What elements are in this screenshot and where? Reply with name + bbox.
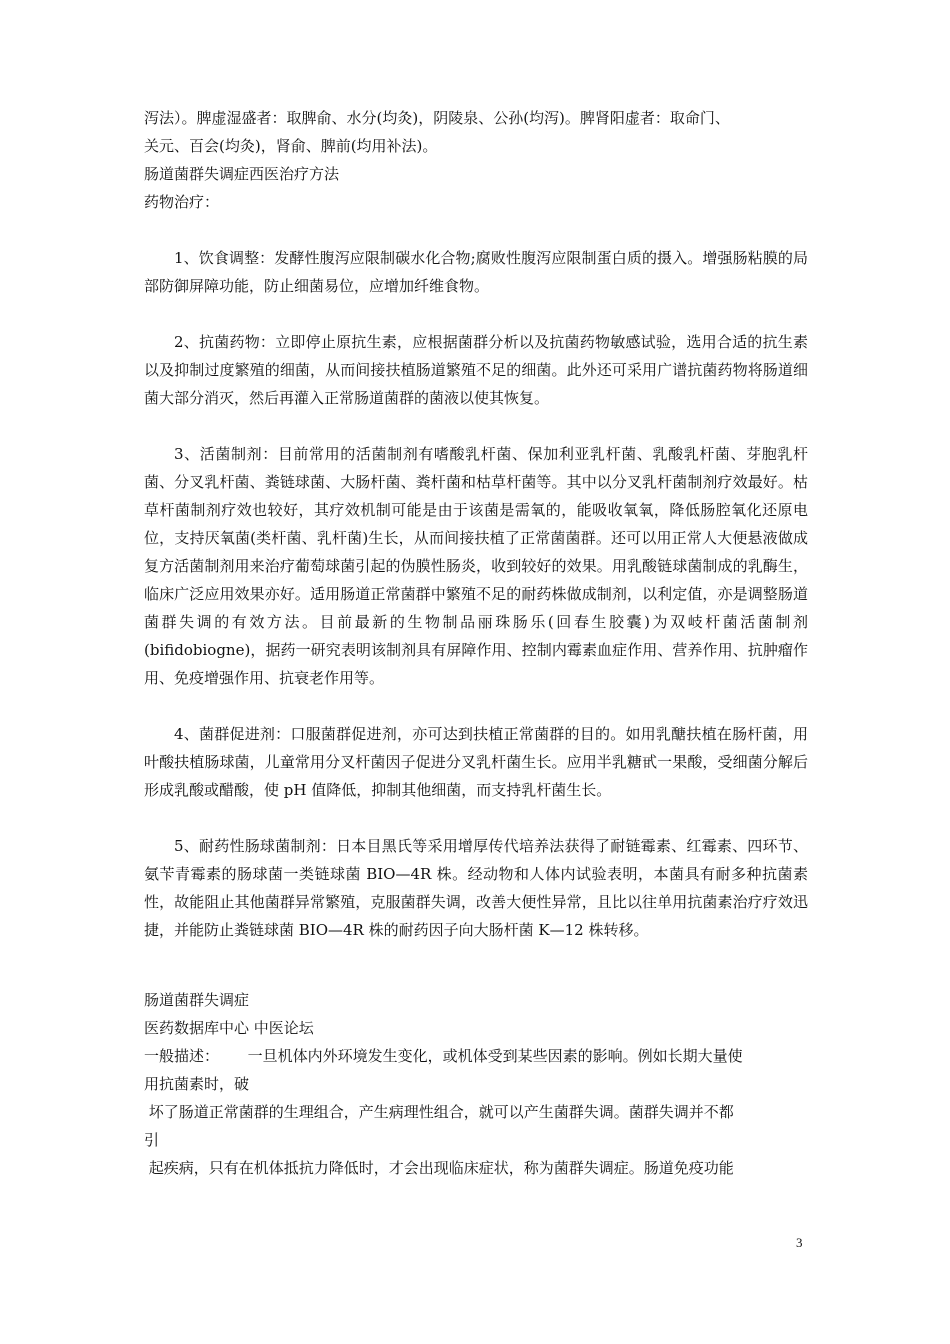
description-line: 起疾病，只有在机体抵抗力降低时，才会出现临床症状，称为菌群失调症。肠道免疫功能 xyxy=(144,1159,734,1177)
page-number: 3 xyxy=(796,1235,803,1250)
treatment-item-3: 3、活菌制剂：目前常用的活菌制剂有嗜酸乳杆菌、保加利亚乳杆菌、乳酸乳杆菌、芽胞乳杆菌、分叉乳杆菌、粪链球菌、大肠杆菌、粪杆菌和枯草杆菌等。其中以分叉乳杆菌制剂疗效最好。枯草杆菌制剂疗效也较好，其疗效机制可能是由于该菌是需氧的，能吸收氧氧，降低肠腔氧化还原电位，支持厌氧菌(类杆菌、乳杆菌)生长，从而间接扶植了正常菌菌群。还可以用正常人大便悬液做成复方活菌制剂用来治疗葡萄球菌引起的伪膜性肠炎，收到较好的效果。用乳酸链球菌制成的乳酶生，临床广泛应用效果亦好。适用肠道正常菌群中繁殖不足的耐药株做成制剂，以利定值，亦是调整肠道菌群失调的有效方法。目前最新的生物制品丽珠肠乐(回春生胶囊)为双岐杆菌活菌制剂(bifidobiogne)，据药一研究表明该制剂具有屏障作用、控制内霉素血症作用、营养作用、抗肿瘤作用、免疫增强作用、抗衰老作用等。 xyxy=(144,445,808,687)
description-line: 用抗菌素时，破 xyxy=(144,1075,250,1093)
section-subheading: 药物治疗： xyxy=(144,193,220,211)
description-line: 一般描述： 一旦机体内外环境发生变化，或机体受到某些因素的影响。例如长期大量使 xyxy=(144,1047,743,1065)
description-line: 引 xyxy=(144,1131,160,1149)
treatment-item-2: 2、抗菌药物：立即停止原抗生素，应根据菌群分析以及抗菌药物敏感试验，选用合适的抗生素以及抑制过度繁殖的细菌，从而间接扶植肠道繁殖不足的细菌。此外还可采用广谱抗菌药物将肠道细菌大部分消灭，然后再灌入正常肠道菌群的菌液以使其恢复。 xyxy=(144,333,808,407)
description-line: 坏了肠道正常菌群的生理组合，产生病理性组合，就可以产生菌群失调。菌群失调并不都 xyxy=(144,1103,734,1121)
article-source: 医药数据库中心 中医论坛 xyxy=(144,1019,314,1037)
section-heading: 肠道菌群失调症西医治疗方法 xyxy=(144,165,340,183)
intro-line-2: 关元、百会(均灸)，肾俞、脾前(均用补法)。 xyxy=(144,137,438,155)
treatment-item-4: 4、菌群促进剂：口服菌群促进剂，亦可达到扶植正常菌群的目的。如用乳醣扶植在肠杆菌，用叶酸扶植肠球菌，儿童常用分叉杆菌因子促进分叉乳杆菌生长。应用半乳糖甙一果酸，受细菌分解后形成乳酸或醋酸，使 pH 值降低，抑制其他细菌，而支持乳杆菌生长。 xyxy=(144,725,808,799)
treatment-item-1: 1、饮食调整：发酵性腹泻应限制碳水化合物;腐败性腹泻应限制蛋白质的摄入。增强肠粘膜的局部防御屏障功能，防止细菌易位，应增加纤维食物。 xyxy=(144,249,808,295)
document-body xyxy=(144,104,808,1182)
article-title: 肠道菌群失调症 xyxy=(144,991,250,1009)
treatment-item-5: 5、耐药性肠球菌制剂：日本目黑氏等采用增厚传代培养法获得了耐链霉素、红霉素、四环节、氨苄青霉素的肠球菌一类链球菌 BIO—4R 株。经动物和人体内试验表明，本菌具有耐多种抗菌素性，故能阻止其他菌群异常繁殖，克服菌群失调，改善大便性异常，且比以往单用抗菌素治疗疗效迅捷，并能防止粪链球菌 BIO—4R 株的耐药因子向大肠杆菌 K—12 株转移。 xyxy=(144,837,808,939)
article-description xyxy=(144,1042,808,1182)
intro-line-1: 泻法）。脾虚湿盛者：取脾俞、水分(均灸)，阴陵泉、公孙(均泻)。脾肾阳虚者：取命门、 xyxy=(144,109,730,127)
